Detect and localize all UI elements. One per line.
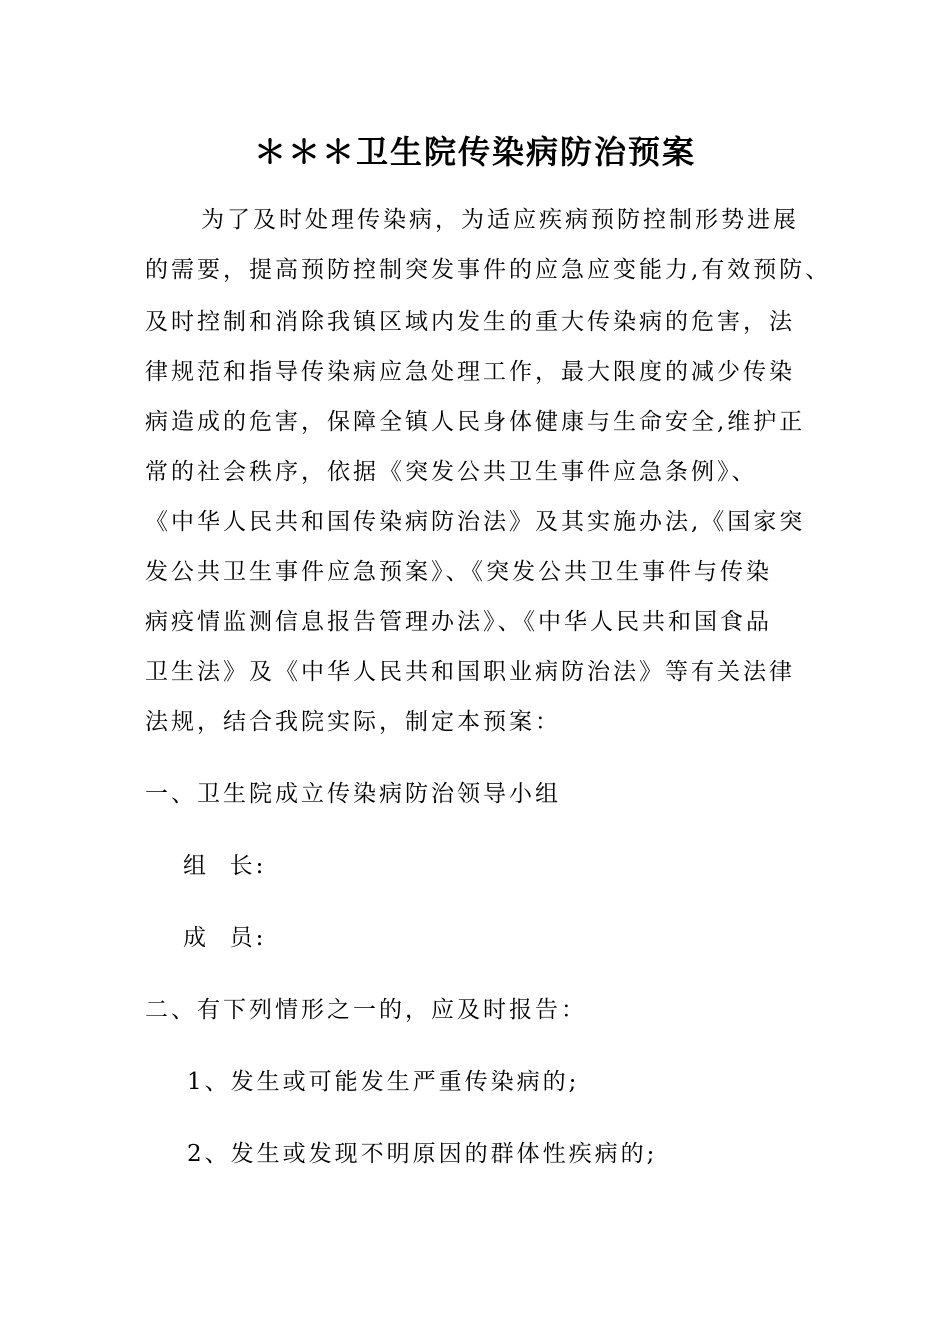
intro-line-3: 及时控制和消除我镇区域内发生的重大传染病的危害，法	[145, 309, 795, 335]
section2-heading: 二、有下列情形之一的，应及时报告：	[145, 997, 587, 1023]
intro-line-4: 律规范和指导传染病应急处理工作，最大限度的减少传染	[145, 359, 795, 385]
intro-line-6: 常的社会秩序，依据《突发公共卫生事件应急条例》、	[145, 459, 758, 485]
members-label: 成 员:	[183, 925, 267, 951]
intro-line-8: 发公共卫生事件应急预案》、《突发公共卫生事件与传染	[145, 559, 772, 585]
list-item-2: 2、发生或发现不明原因的群体性疾病的;	[187, 1141, 658, 1167]
intro-line-2: 的需要，提高预防控制突发事件的应急应变能力,有效预防、	[145, 257, 832, 283]
intro-line-10: 卫生法》及《中华人民共和国职业病防治法》等有关法律	[145, 659, 795, 685]
intro-line-7: 《中华人民共和国传染病防治法》及其实施办法,《国家突	[145, 509, 806, 535]
intro-line-5: 病造成的危害，保障全镇人民身体健康与生命安全,维护正	[145, 409, 806, 435]
leader-label: 组 长:	[183, 853, 267, 879]
list-item-1: 1、发生或可能发生严重传染病的;	[187, 1069, 580, 1095]
section1-heading: 一、卫生院成立传染病防治领导小组	[145, 781, 561, 807]
intro-line-11: 法规，结合我院实际，制定本预案：	[145, 709, 561, 735]
intro-line-9: 病疫情监测信息报告管理办法》、《中华人民共和国食品	[145, 609, 772, 635]
intro-line-1: 为了及时处理传染病，为适应疾病预防控制形势进展	[201, 207, 799, 233]
document-title: ＊＊＊卫生院传染病防治预案	[253, 133, 696, 171]
